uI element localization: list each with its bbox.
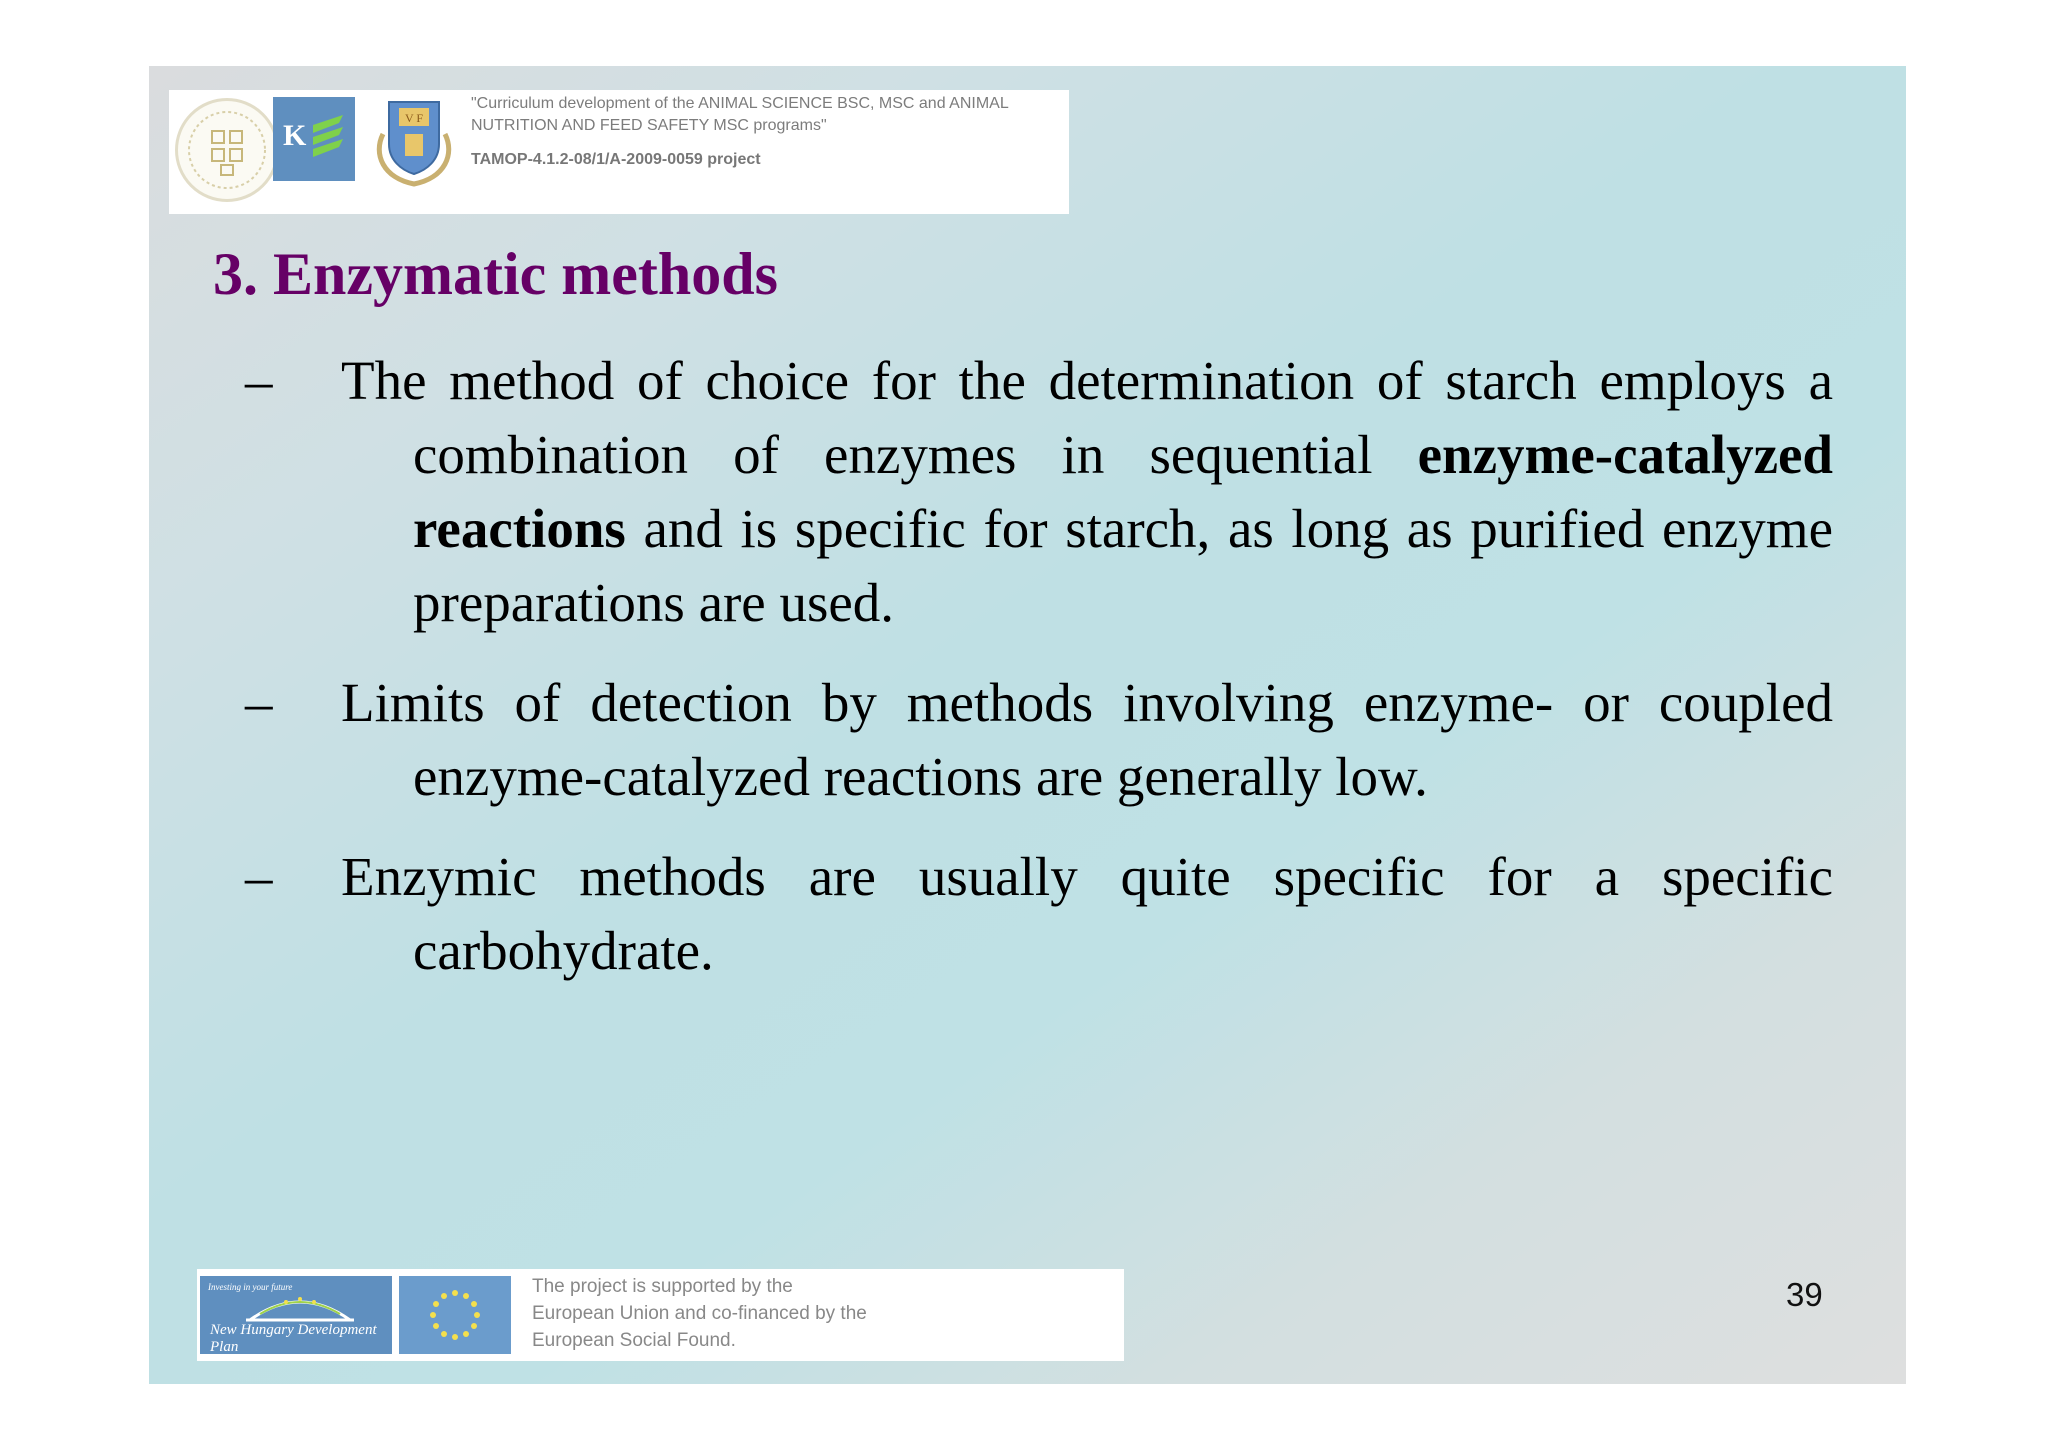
- eu-flag-logo: [399, 1276, 511, 1354]
- bullet-text: The method of choice for the determination of starch employs a combination of enzymes in sequential enzyme-catalyzed reactions and is specific for starch, as long as purified enzyme preparations are used.: [341, 350, 1833, 633]
- footer-line-2: European Union and co-financed by the: [532, 1303, 867, 1324]
- faculty-crest-logo: [369, 94, 459, 188]
- bullet-text: Enzymic methods are usually quite specific for a specific carbohydrate.: [341, 846, 1833, 981]
- footer-support-text: [532, 1273, 867, 1354]
- header-line-1: "Curriculum development of the ANIMAL SCIENCE BSC, MSC and ANIMAL: [471, 95, 1009, 112]
- header-banner: [169, 90, 1069, 214]
- bullet-item: [245, 840, 1833, 988]
- bullet-dash: –: [245, 846, 273, 907]
- header-text: [471, 93, 1061, 171]
- slide-title: 3. Enzymatic methods: [213, 241, 778, 307]
- new-hungary-development-plan-logo: [200, 1276, 392, 1354]
- slide: [149, 66, 1906, 1384]
- footer-banner: [197, 1269, 1124, 1361]
- k-logo-swoosh-icon: [309, 111, 349, 163]
- footer-line-1: The project is supported by the: [532, 1276, 793, 1297]
- university-seal-logo: [175, 98, 279, 202]
- footer-line-3: European Social Found.: [532, 1330, 736, 1351]
- bullet-dash: –: [245, 672, 273, 733]
- bullet-dash: –: [245, 350, 273, 411]
- bullet-item: [245, 344, 1833, 640]
- k-logo-letter: K: [283, 119, 307, 152]
- header-project-code: TAMOP-4.1.2-08/1/A-2009-0059 project: [471, 151, 761, 168]
- bullet-bold-term: enzyme-catalyzed reactions: [413, 424, 1833, 559]
- nhdp-tagline: Investing in your future: [208, 1282, 293, 1292]
- eu-stars-icon: [399, 1276, 511, 1354]
- bullet-list: [245, 344, 1833, 1014]
- nhdp-name: New Hungary Development Plan: [210, 1322, 377, 1355]
- bridge-icon: [240, 1290, 360, 1324]
- k-logo: [273, 97, 355, 181]
- page-number: 39: [1786, 1276, 1823, 1313]
- bullet-text: Limits of detection by methods involving enzyme- or coupled enzyme-catalyzed reactions are generally low.: [341, 672, 1833, 807]
- header-line-2: NUTRITION AND FEED SAFETY MSC programs": [471, 117, 827, 134]
- crest-letters: V F: [404, 111, 424, 125]
- bullet-item: [245, 666, 1833, 814]
